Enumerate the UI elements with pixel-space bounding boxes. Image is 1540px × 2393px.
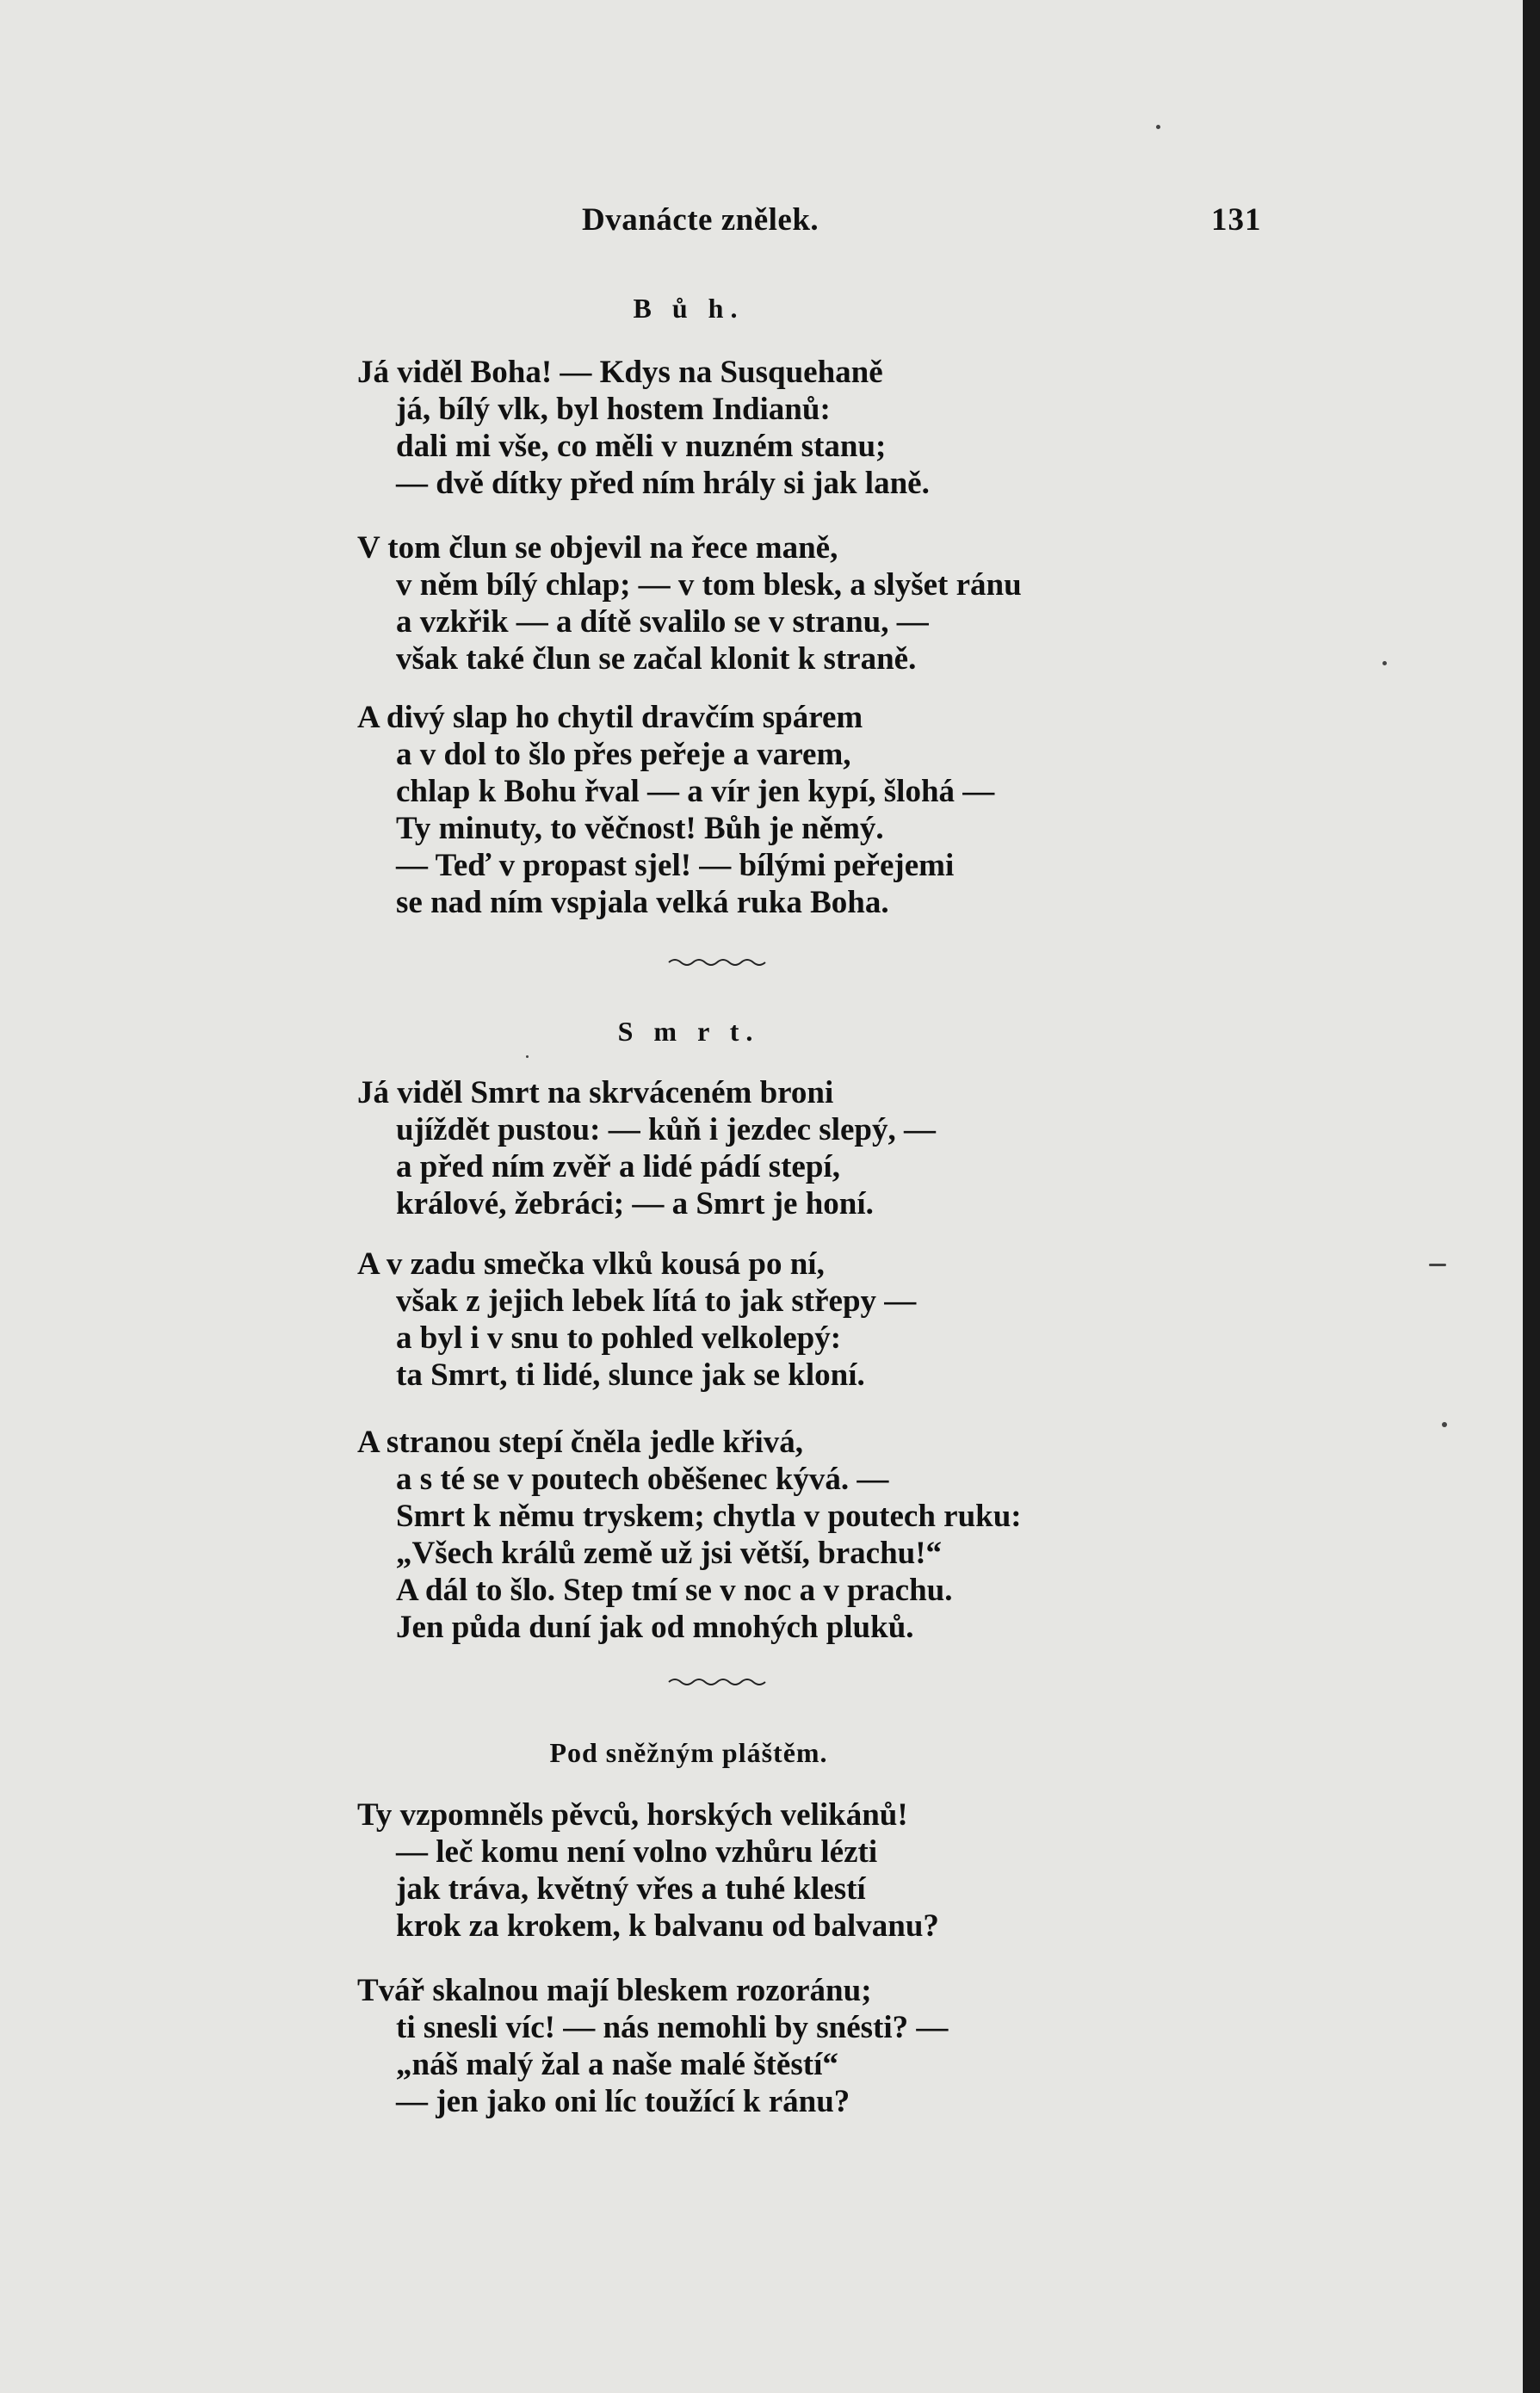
verse-line: a byl i v snu to pohled velkolepý: bbox=[396, 1320, 842, 1356]
verse-line: však také člun se začal klonit k straně. bbox=[396, 641, 917, 677]
verse-line: já, bílý vlk, byl hostem Indianů: bbox=[396, 392, 831, 427]
verse-line: A dál to šlo. Step tmí se v noc a v prachu. bbox=[396, 1573, 953, 1608]
verse-line: ujíždět pustou: — kůň i jezdec slepý, — bbox=[396, 1112, 936, 1147]
verse-line: Já viděl Smrt na skrváceném broni bbox=[357, 1075, 834, 1110]
scan-speck bbox=[1382, 661, 1387, 665]
scan-speck bbox=[1429, 1264, 1446, 1266]
stanza bbox=[357, 1246, 1356, 1394]
wave-ornament-icon bbox=[667, 1675, 770, 1689]
verse-line: a v dol to šlo přes peřeje a varem, bbox=[396, 737, 851, 772]
verse-line: — Teď v propast sjel! — bílými peřejemi bbox=[396, 848, 955, 883]
verse-line: Smrt k němu tryskem; chytla v poutech ruku: bbox=[396, 1499, 1022, 1534]
verse-line: Jen půda duní jak od mnohých pluků. bbox=[396, 1610, 914, 1645]
scan-speck bbox=[1156, 125, 1160, 129]
verse-line: — jen jako oni líc toužící k ránu? bbox=[396, 2084, 850, 2119]
scan-edge bbox=[1523, 0, 1540, 2393]
stanza bbox=[357, 354, 1356, 502]
verse-line: A stranou stepí čněla jedle křivá, bbox=[357, 1425, 803, 1460]
stanza bbox=[357, 529, 1356, 677]
wave-ornament-icon bbox=[667, 955, 770, 969]
verse-line: V tom člun se objevil na řece maně, bbox=[357, 530, 838, 566]
verse-line: se nad ním vspjala velká ruka Boha. bbox=[396, 885, 889, 920]
scan-speck bbox=[1442, 1422, 1447, 1427]
verse-line: krok za krokem, k balvanu od balvanu? bbox=[396, 1908, 939, 1944]
verse-line: a s té se v poutech oběšenec kývá. — bbox=[396, 1462, 889, 1497]
page-number: 131 bbox=[1211, 202, 1262, 238]
verse-line: Ty minuty, to věčnost! Bůh je němý. bbox=[396, 811, 884, 846]
poem-title-smrt: S m r t. bbox=[617, 1016, 760, 1047]
verse-line: Já viděl Boha! — Kdys na Susquehaně bbox=[357, 355, 883, 390]
stanza bbox=[357, 699, 1356, 921]
verse-line: — dvě dítky před ním hrály si jak laně. bbox=[396, 466, 930, 501]
running-title: Dvanácte znělek. bbox=[582, 202, 819, 238]
verse-line: A v zadu smečka vlků kousá po ní, bbox=[357, 1246, 825, 1282]
verse-line: „náš malý žal a naše malé štěstí“ bbox=[396, 2047, 838, 2082]
verse-line: — leč komu není volno vzhůru lézti bbox=[396, 1834, 878, 1870]
verse-line: „Všech králů země už jsi větší, brachu!“ bbox=[396, 1536, 943, 1571]
verse-line: Ty vzpomněls pěvců, horských velikánů! bbox=[357, 1797, 908, 1833]
verse-line: a vzkřik — a dítě svalilo se v stranu, — bbox=[396, 604, 929, 640]
verse-line: králové, žebráci; — a Smrt je honí. bbox=[396, 1186, 874, 1221]
stanza bbox=[357, 1074, 1356, 1222]
verse-line: ta Smrt, ti lidé, slunce jak se kloní. bbox=[396, 1357, 865, 1393]
stanza bbox=[357, 1796, 1356, 1945]
verse-line: dali mi vše, co měli v nuzném stanu; bbox=[396, 429, 887, 464]
verse-line: A divý slap ho chytil dravčím spárem bbox=[357, 700, 863, 735]
verse-line: a před ním zvěř a lidé pádí stepí, bbox=[396, 1149, 840, 1184]
verse-line: však z jejich lebek lítá to jak střepy — bbox=[396, 1283, 917, 1319]
verse-line: Tvář skalnou mají bleskem rozoránu; bbox=[357, 1973, 872, 2008]
poem-title-pod-snežnym-plastem: Pod sněžným pláštěm. bbox=[549, 1737, 828, 1768]
verse-line: chlap k Bohu řval — a vír jen kypí, šlohá — bbox=[396, 774, 995, 809]
scan-speck bbox=[526, 1055, 529, 1058]
poem-title-buh: B ů h. bbox=[633, 293, 745, 324]
verse-line: v něm bílý chlap; — v tom blesk, a slyšet ránu bbox=[396, 567, 1022, 603]
verse-line: jak tráva, květný vřes a tuhé klestí bbox=[396, 1871, 866, 1907]
stanza bbox=[357, 1424, 1356, 1646]
stanza bbox=[357, 1972, 1356, 2120]
verse-line: ti snesli víc! — nás nemohli by snésti? — bbox=[396, 2010, 949, 2045]
